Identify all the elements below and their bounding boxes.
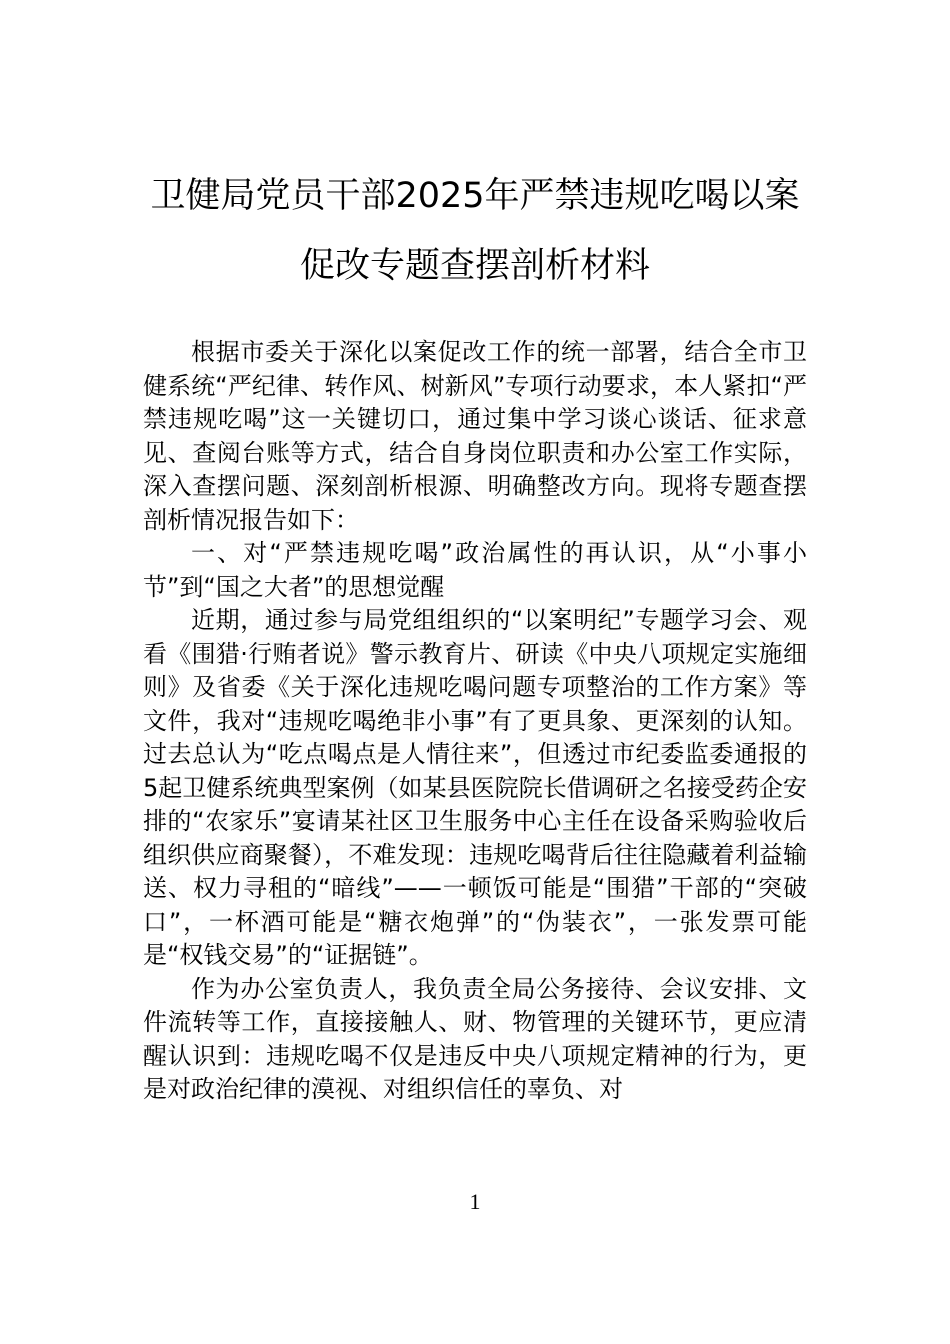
page-number: 1 — [469, 1189, 481, 1214]
document-title-line-2: 促改专题查摆剖析材料 — [299, 246, 650, 286]
body-paragraph: 近期，通过参与局党组组织的“以案明纪”专题学习会、观看《围猎·行贿者说》警示教育片、研读《中央八项规定实施细则》及省委《关于深化违规吃喝问题专项整治的工作方案》等文件，我对“违规吃喝绝非小事”有了更具象、更深刻的认知。过去总认为“吃点喝点是人情往来”，但透过市纪委监委通报的5起卫健系统典型案例（如某县医院院长借调研之名接受药企安排的“农家乐”宴请某社区卫生服务中心主任在设备采购验收后组织供应商聚餐），不难发现：违规吃喝背后往往隐藏着利益输送、权力寻租的“暗线”——一顿饭可能是“围猎”干部的“突破口”，一杯酒可能是“糖衣炮弹”的“伪装衣”，一张发票可能是“权钱交易”的“证据链”。 — [143, 606, 807, 969]
document-body — [143, 336, 807, 1107]
section-heading-1: 一、对“严禁违规吃喝”政治属性的再认识，从“小事小节”到“国之大者”的思想觉醒 — [143, 539, 807, 601]
intro-paragraph: 根据市委关于深化以案促改工作的统一部署，结合全市卫健系统“严纪律、转作风、树新风”专项行动要求，本人紧扣“严禁违规吃喝”这一关键切口，通过集中学习谈心谈话、征求意见、查阅台账等方式，结合自身岗位职责和办公室工作实际，深入查摆问题、深刻剖析根源、明确整改方向。现将专题查摆剖析情况报告如下： — [143, 338, 807, 534]
body-paragraph: 作为办公室负责人，我负责全局公务接待、会议安排、文件流转等工作，直接接触人、财、物管理的关键环节，更应清醒认识到：违规吃喝不仅是违反中央八项规定精神的行为，更是对政治纪律的漠视、对组织信任的辜负、对 — [143, 974, 807, 1103]
document-title-line-1: 卫健局党员干部2025年严禁违规吃喝以案 — [150, 176, 800, 216]
